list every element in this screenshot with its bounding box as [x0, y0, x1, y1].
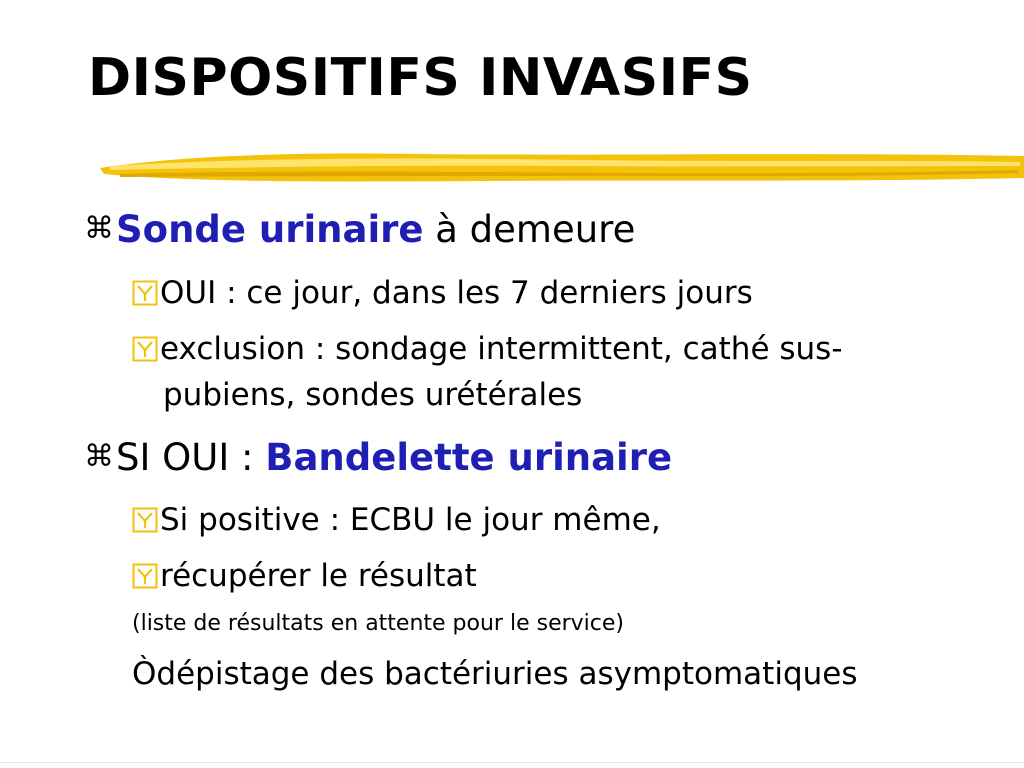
checkbox-y-icon	[132, 280, 158, 306]
subbullet-exclusion-continuation: pubiens, sondes urétérales	[163, 377, 583, 413]
checkbox-y-icon	[132, 563, 158, 589]
checkbox-y-icon	[132, 336, 158, 362]
subbullet-si-positive	[132, 503, 661, 537]
bullet-text: à demeure	[423, 208, 636, 251]
subbullet-text: dépistage des bactériuries asymptomatiques	[156, 656, 858, 692]
bullet-sonde-urinaire	[84, 210, 635, 251]
subbullet-depistage	[132, 657, 858, 691]
bullet-text: SI OUI :	[116, 436, 266, 479]
subbullet-oui	[132, 276, 753, 310]
title-underline-brushstroke	[100, 148, 1024, 188]
bullet-si-oui	[84, 438, 672, 479]
checkbox-y-icon	[132, 507, 158, 533]
emphasis-sonde-urinaire: Sonde urinaire	[116, 208, 424, 251]
o-grave-bullet-icon: Ò	[132, 656, 157, 692]
note-liste-resultats: (liste de résultats en attente pour le service)	[132, 611, 624, 636]
subbullet-recuperer	[132, 559, 477, 593]
emphasis-bandelette-urinaire: Bandelette urinaire	[265, 436, 673, 479]
slide-title: DISPOSITIFS INVASIFS	[88, 48, 753, 108]
command-key-bullet-icon: ⌘	[84, 211, 114, 246]
subbullet-text: exclusion : sondage intermittent, cathé sus-	[160, 331, 843, 367]
subbullet-exclusion	[132, 332, 843, 366]
command-key-bullet-icon: ⌘	[84, 439, 114, 474]
subbullet-text: récupérer le résultat	[160, 558, 477, 594]
footer-divider	[0, 762, 1024, 763]
subbullet-text: Si positive : ECBU le jour même,	[160, 502, 661, 538]
subbullet-text: OUI : ce jour, dans les 7 derniers jours	[160, 275, 753, 311]
